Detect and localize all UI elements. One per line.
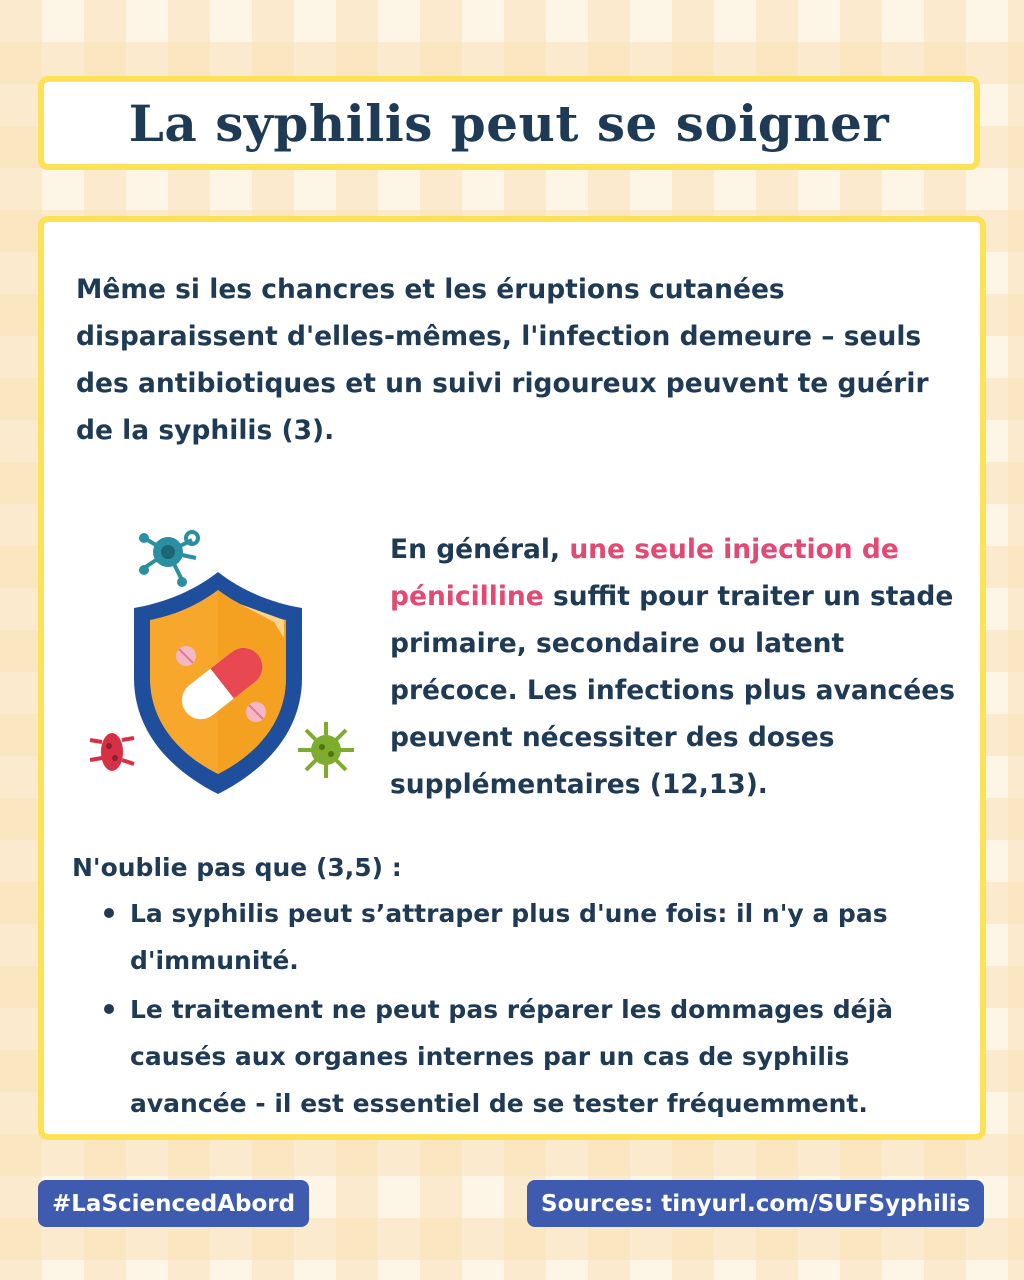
remember-list: [72, 890, 962, 1129]
list-item: [72, 890, 962, 984]
red-germ-icon: [90, 733, 134, 771]
shield-pill-icon: [78, 528, 368, 808]
treatment-paragraph: [390, 526, 965, 808]
treatment-highlight: une seule injection de pénicilline: [390, 534, 899, 612]
list-item-text: Le traitement ne peut pas réparer les dommages déjà causés aux organes internes par un cas de syphilis avancée - il est essentiel de se tester fréquemment.: [130, 995, 894, 1118]
remember-heading: N'oublie pas que (3,5) :: [72, 853, 402, 882]
intro-paragraph: Même si les chancres et les éruptions cutanées disparaissent d'elles-mêmes, l'infection demeure – seuls des antibiotiques et un suivi rigoureux peuvent te guérir de la syphilis (3).: [76, 274, 929, 446]
content-card: [38, 216, 986, 1140]
bullet-icon: [104, 1004, 114, 1014]
treatment-suffix: suffit pour traiter un stade primaire, secondaire ou latent précoce. Les infections plus avancées peuvent nécessiter des doses supplémentaires (12,13).: [390, 581, 955, 800]
green-germ-icon: [298, 722, 354, 778]
hashtag-badge: #LaSciencedAbord: [38, 1180, 309, 1227]
bullet-icon: [104, 908, 114, 918]
page-title: La syphilis peut se soigner: [128, 93, 890, 153]
title-banner: [38, 76, 980, 170]
treatment-prefix: En général,: [390, 534, 570, 565]
sources-badge: Sources: tinyurl.com/SUFSyphilis: [527, 1180, 984, 1227]
teal-germ-icon: [139, 532, 198, 587]
list-item: [72, 986, 962, 1127]
list-item-text: La syphilis peut s’attraper plus d'une fois: il n'y a pas d'immunité.: [130, 899, 888, 975]
